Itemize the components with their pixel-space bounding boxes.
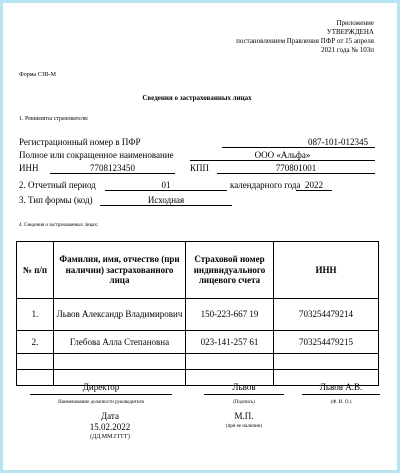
position-caption: Наименование должности руководителя — [58, 400, 144, 405]
cell-fullname: Глебова Алла Степановна — [54, 331, 186, 354]
org-name-value: ООО «Альфа» — [254, 150, 311, 160]
inn-underline — [50, 173, 175, 174]
year-underline — [296, 190, 332, 191]
section1-heading: 1. Реквизиты страхователя: — [19, 116, 89, 122]
cell-fullname: Львов Александр Владимирович — [54, 299, 186, 331]
date-value: 15.02.2022 — [89, 422, 131, 432]
cell-snils: 023-141-257 61 — [186, 331, 274, 354]
table-row — [17, 354, 379, 370]
header-inn: ИНН — [274, 242, 379, 299]
org-name-underline — [190, 160, 375, 161]
year-label: календарного года — [230, 180, 301, 190]
table-row — [17, 299, 379, 331]
signature-underline — [204, 394, 284, 395]
kpp-underline — [217, 173, 375, 174]
inn-label: ИНН — [19, 163, 39, 173]
header-snils: Страховой номер индивидуального лицевого счета — [186, 242, 274, 299]
resolution-number: 2021 года № 103п — [321, 46, 374, 54]
stamp-caption: (при ее наличии) — [225, 424, 263, 429]
header-number: № п/п — [17, 242, 54, 299]
org-name-label: Полное или сокращенное наименование — [19, 150, 174, 160]
form-type-value: Исходная — [147, 195, 185, 205]
signature-caption: (Подпись) — [233, 400, 255, 405]
appendix-label: Приложение — [336, 19, 374, 27]
cell-inn — [274, 354, 379, 370]
date-caption: (ДД.ММ.ГГГГ) — [90, 434, 130, 440]
form-code: Форма СЗВ-М — [19, 72, 56, 78]
kpp-label: КПП — [190, 163, 210, 173]
period-label: 2. Отчетный период — [19, 180, 96, 190]
period-value: 01 — [161, 180, 171, 190]
date-label: Дата — [101, 411, 119, 421]
reg-number-label: Регистрационный номер в ПФР — [19, 137, 141, 147]
header-fullname: Фамилия, имя, отчество (при наличии) застрахованного лица — [54, 242, 186, 299]
cell-number: 1. — [17, 299, 54, 331]
cell-number — [17, 354, 54, 370]
insured-persons-table — [16, 241, 379, 386]
signature-value: Львов — [232, 382, 256, 392]
resolution-text: постановлением Правления ПФР от 15 апреля — [236, 37, 374, 45]
fio-underline — [302, 394, 380, 395]
period-underline — [105, 190, 227, 191]
fio-value: Львов А.В. — [319, 382, 363, 392]
section4-heading: 4. Сведения о застрахованных лицах: — [19, 223, 99, 228]
year-value: 2022 — [305, 180, 323, 190]
reg-number-underline — [222, 147, 375, 148]
cell-snils: 150-223-667 19 — [186, 299, 274, 331]
approved-label: УТВЕРЖДЕНА — [326, 28, 374, 36]
cell-inn: 703254479214 — [274, 299, 379, 331]
cell-number: 2. — [17, 331, 54, 354]
fio-caption: (Ф. И. О.) — [330, 400, 352, 405]
cell-snils — [186, 354, 274, 370]
kpp-value: 770801001 — [275, 163, 317, 173]
cell-inn: 703254479215 — [274, 331, 379, 354]
form-type-underline — [100, 205, 232, 206]
form-type-label: 3. Тип формы (код) — [19, 195, 93, 205]
position-value: Директор — [82, 382, 120, 392]
position-underline — [30, 394, 172, 395]
table-header-row — [17, 242, 379, 299]
stamp-label: М.П. — [234, 411, 254, 421]
table-row — [17, 331, 379, 354]
document-title: Сведения о застрахованных лицах — [142, 94, 252, 102]
inn-value: 7708123450 — [90, 163, 135, 173]
reg-number-value: 087-101-012345 — [308, 137, 368, 147]
cell-fullname — [54, 354, 186, 370]
